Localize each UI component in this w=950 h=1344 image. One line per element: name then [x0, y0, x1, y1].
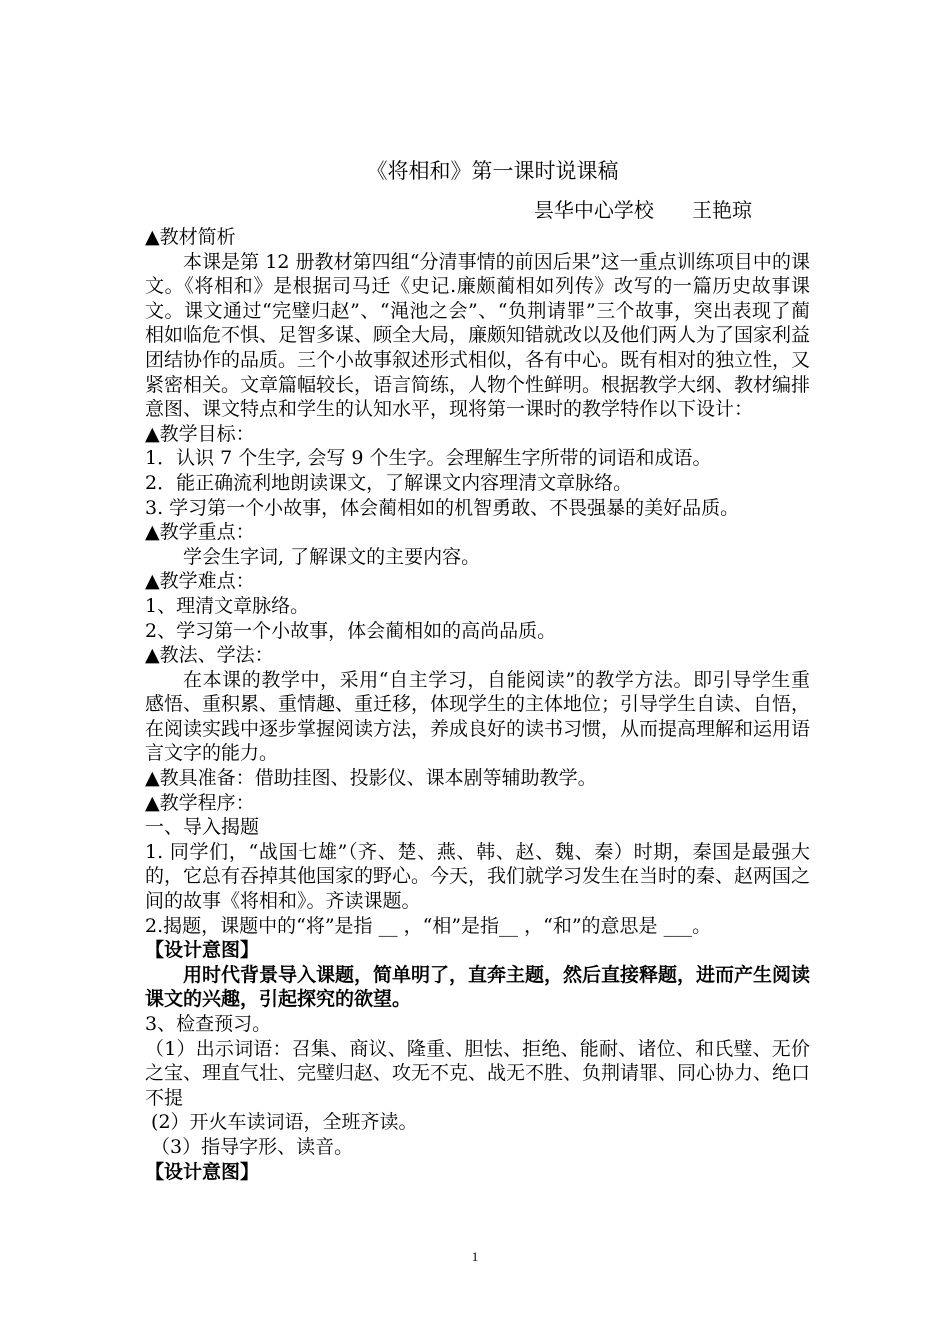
- paragraph-intro: 1. 同学们，“战国七雄”（齐、楚、燕、韩、赵、魏、秦）时期，秦国是最强大的，它总有吞掉其他国家的野心。今天，我们就学习发生在当时的秦、赵两国之间的故事《将相和》。齐读课题。: [145, 840, 811, 913]
- document-body: [145, 157, 810, 1184]
- section-heading-tools: ▲教具准备：借助挂图、投影仪、课本剧等辅助教学。: [145, 767, 597, 790]
- focus-text: 学会生字词, 了解课文的主要内容。: [183, 545, 481, 568]
- section-heading-procedure: ▲教学程序：: [145, 791, 255, 814]
- difficulty-item-2: 2、学习第一个小故事，体会蔺相如的高尚品质。: [145, 619, 557, 642]
- section-heading-goals: ▲教学目标：: [145, 422, 255, 445]
- paragraph-materials: 本课是第 12 册教材第四组“分清事情的前因后果”这一重点训练项目中的课文。《将相和》是根据司马迁《史记.廉颇蔺相如列传》改写的一篇历史故事课文。课文通过“完璧归赵”、“渑池之会”、“负荆请罪”三个故事，突出表现了蔺相如临危不惧、足智多谋、顾全大局，廉颇知错就改以及他们两人为了国家利益团结协作的品质。三个小故事叙述形式相似，各有中心。既有相对的独立性，又紧密相关。文章篇幅较长，语言简练，人物个性鲜明。根据教学大纲、教材编排意图、课文特点和学生的认知水平，现将第一课时的教学特作以下设计：: [145, 250, 811, 421]
- goal-item-1: 1．认识 7 个生字, 会写 9 个生字。会理解生字所带的词语和成语。: [145, 447, 712, 470]
- design-intent-label-1: 【设计意图】: [145, 939, 260, 962]
- title-question: 2.揭题，课题中的“将”是指 __ ，“相”是指__ ，“和”的意思是 ___。: [145, 914, 712, 937]
- document-title: 《将相和》第一课时说课稿: [366, 159, 619, 183]
- paragraph-methods: 在本课的教学中，采用“自主学习，自能阅读”的教学方法。即引导学生重感悟、重积累、重情趣、重迁移，体现学生的主体地位；引导学生自读、自悟，在阅读实践中逐步掌握阅读方法，养成良好的读书习惯，从而提高理解和运用语言文字的能力。: [145, 668, 811, 765]
- section-heading-methods: ▲教法、学法：: [145, 644, 274, 667]
- design-intent-text-1: 用时代背景导入课题，简单明了，直奔主题，然后直接释题，进而产生阅读课文的兴趣，引起探究的欲望。: [145, 963, 811, 1011]
- goal-item-3: 3. 学习第一个小故事，体会蔺相如的机智勇敢、不畏强暴的美好品质。: [145, 496, 740, 519]
- section-heading-difficulty: ▲教学难点：: [145, 570, 255, 593]
- author-line: 昙华中心学校 王艳琼: [533, 198, 752, 222]
- writing-step: （3）指导字形、读音。: [145, 1135, 354, 1158]
- preview-check: 3、检查预习。: [145, 1013, 272, 1035]
- reading-step: (2）开火车读词语，全班齐读。: [145, 1111, 418, 1134]
- procedure-step-1: 一、导入揭题: [145, 816, 260, 839]
- page-number: 1: [471, 1249, 479, 1264]
- difficulty-item-1: 1、理清文章脉络。: [145, 594, 310, 617]
- design-intent-label-2: 【设计意图】: [145, 1160, 260, 1183]
- section-heading-focus: ▲教学重点：: [145, 521, 255, 544]
- vocabulary-list: （1）出示词语：召集、商议、隆重、胆怯、拒绝、能耐、诸位、和氏璧、无价之宝、理直气壮、完璧归赵、攻无不克、战无不胜、负荆请罪、同心协力、绝口不提: [145, 1037, 811, 1109]
- section-heading-materials: ▲教材简析: [145, 226, 236, 248]
- goal-item-2: 2．能正确流利地朗读课文，了解课文内容理清文章脉络。: [145, 471, 633, 494]
